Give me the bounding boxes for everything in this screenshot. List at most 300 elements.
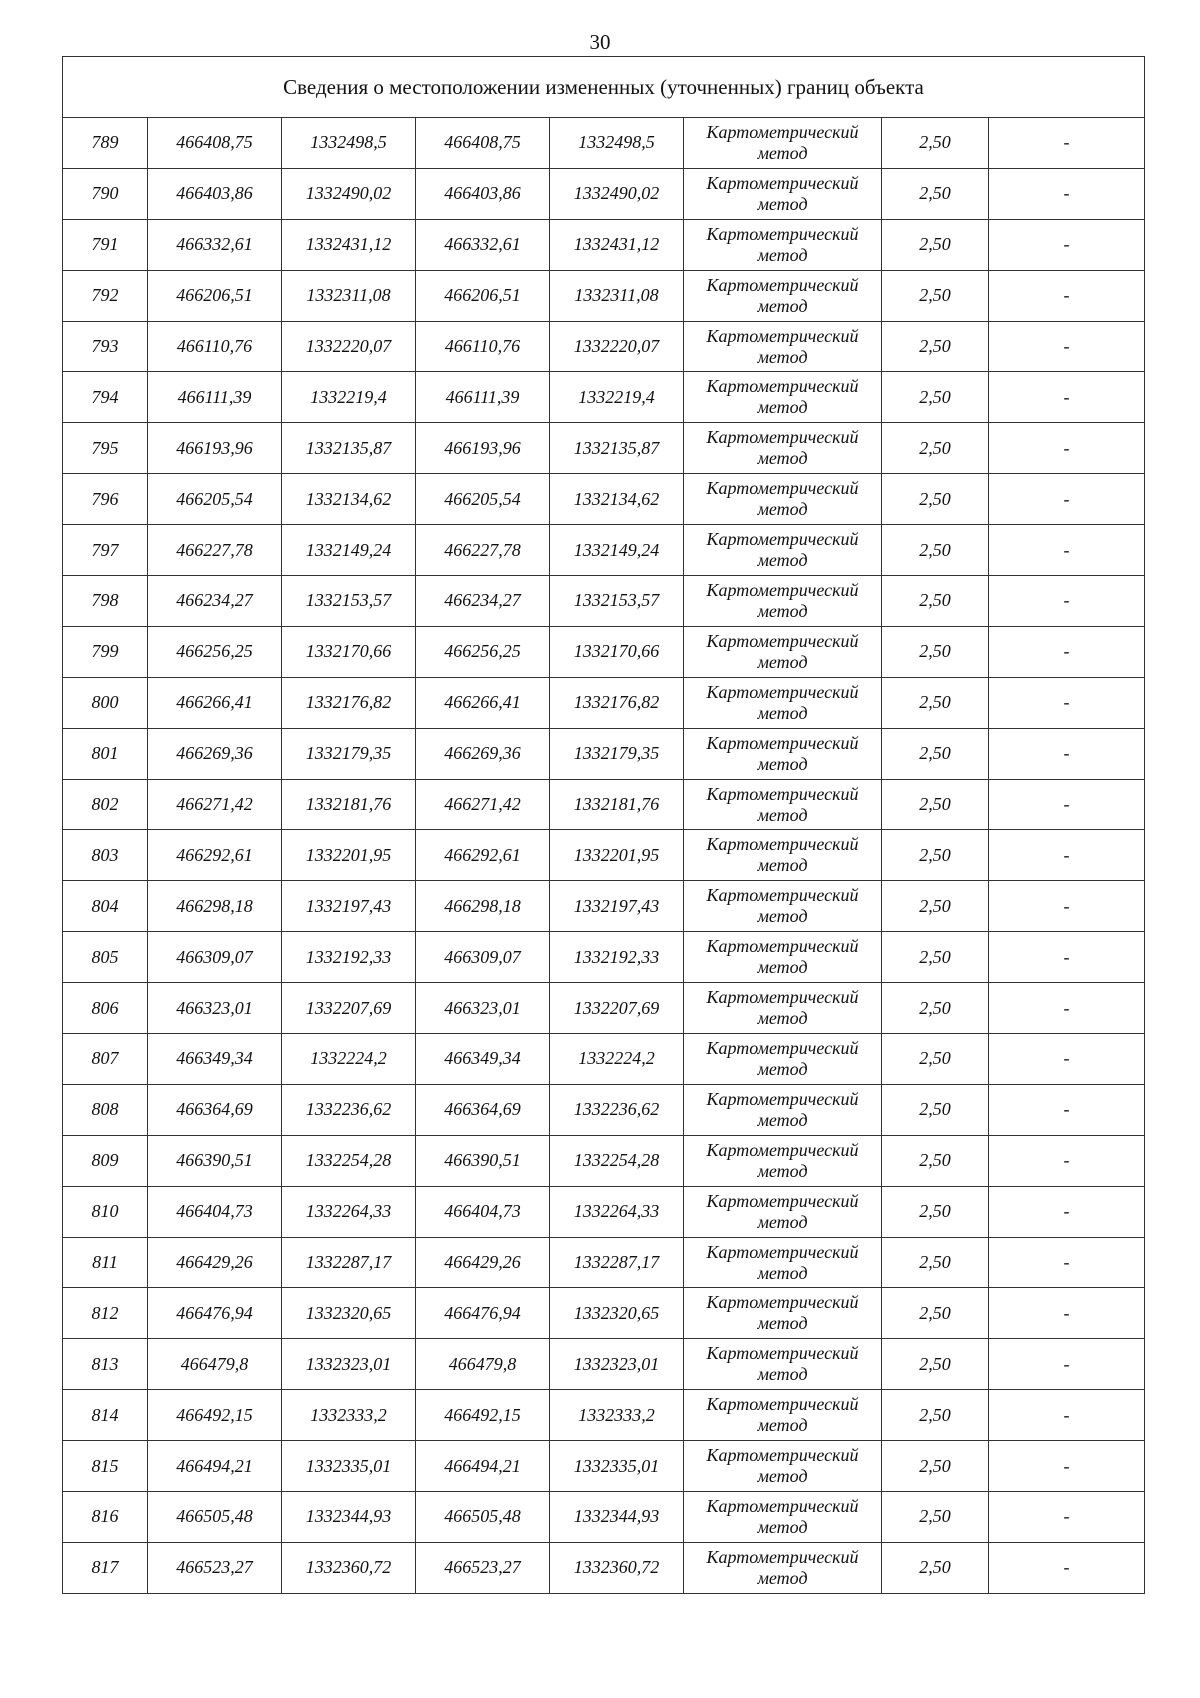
- point-number-cell: 815: [63, 1441, 148, 1492]
- method-line-2: метод: [757, 1160, 808, 1181]
- note-cell: -: [989, 1492, 1145, 1543]
- table-row: [63, 168, 1145, 219]
- existing-y-cell: 1332179,35: [282, 728, 416, 779]
- existing-x-cell: 466271,42: [148, 779, 282, 830]
- refined-x-cell: 466494,21: [416, 1441, 550, 1492]
- method-line-2: метод: [757, 1567, 808, 1588]
- accuracy-cell: 2,50: [882, 423, 989, 474]
- method-cell: [684, 1237, 882, 1288]
- method-line-1: Картометрический: [706, 834, 859, 855]
- existing-y-cell: 1332197,43: [282, 881, 416, 932]
- method-line-1: Картометрический: [706, 630, 859, 651]
- refined-x-cell: 466271,42: [416, 779, 550, 830]
- existing-x-cell: 466492,15: [148, 1390, 282, 1441]
- accuracy-cell: 2,50: [882, 1288, 989, 1339]
- method-line-2: метод: [757, 1364, 808, 1385]
- existing-x-cell: 466256,25: [148, 626, 282, 677]
- method-line-1: Картометрический: [706, 325, 859, 346]
- point-number-cell: 793: [63, 321, 148, 372]
- existing-y-cell: 1332134,62: [282, 474, 416, 525]
- existing-x-cell: 466206,51: [148, 270, 282, 321]
- method-line-2: метод: [757, 1466, 808, 1487]
- refined-x-cell: 466403,86: [416, 168, 550, 219]
- accuracy-cell: 2,50: [882, 881, 989, 932]
- method-cell: [684, 983, 882, 1034]
- method-cell: [684, 1186, 882, 1237]
- accuracy-cell: 2,50: [882, 118, 989, 169]
- method-line-2: метод: [757, 1008, 808, 1029]
- note-cell: -: [989, 932, 1145, 983]
- table-row: [63, 576, 1145, 627]
- method-line-2: метод: [757, 906, 808, 927]
- method-line-1: Картометрический: [706, 987, 859, 1008]
- note-cell: -: [989, 1135, 1145, 1186]
- method-line-1: Картометрический: [706, 1343, 859, 1364]
- refined-x-cell: 466110,76: [416, 321, 550, 372]
- refined-x-cell: 466364,69: [416, 1084, 550, 1135]
- method-line-1: Картометрический: [706, 681, 859, 702]
- method-cell: [684, 321, 882, 372]
- note-cell: -: [989, 423, 1145, 474]
- refined-y-cell: 1332170,66: [550, 626, 684, 677]
- refined-x-cell: 466492,15: [416, 1390, 550, 1441]
- refined-x-cell: 466323,01: [416, 983, 550, 1034]
- accuracy-cell: 2,50: [882, 321, 989, 372]
- point-number-cell: 795: [63, 423, 148, 474]
- table-row: [63, 728, 1145, 779]
- refined-x-cell: 466479,8: [416, 1339, 550, 1390]
- existing-y-cell: 1332254,28: [282, 1135, 416, 1186]
- method-line-1: Картометрический: [706, 783, 859, 804]
- refined-y-cell: 1332220,07: [550, 321, 684, 372]
- method-cell: [684, 779, 882, 830]
- table-row: [63, 1288, 1145, 1339]
- existing-y-cell: 1332176,82: [282, 677, 416, 728]
- method-cell: [684, 1288, 882, 1339]
- method-line-2: метод: [757, 244, 808, 265]
- refined-y-cell: 1332360,72: [550, 1542, 684, 1593]
- existing-x-cell: 466298,18: [148, 881, 282, 932]
- table-row: [63, 1492, 1145, 1543]
- refined-x-cell: 466234,27: [416, 576, 550, 627]
- existing-x-cell: 466234,27: [148, 576, 282, 627]
- refined-x-cell: 466193,96: [416, 423, 550, 474]
- method-line-2: метод: [757, 600, 808, 621]
- method-cell: [684, 118, 882, 169]
- method-line-1: Картометрический: [706, 1394, 859, 1415]
- point-number-cell: 816: [63, 1492, 148, 1543]
- refined-y-cell: 1332320,65: [550, 1288, 684, 1339]
- existing-x-cell: 466193,96: [148, 423, 282, 474]
- method-cell: [684, 168, 882, 219]
- accuracy-cell: 2,50: [882, 372, 989, 423]
- note-cell: -: [989, 1288, 1145, 1339]
- table-row: [63, 1034, 1145, 1085]
- method-line-2: метод: [757, 1516, 808, 1537]
- note-cell: -: [989, 168, 1145, 219]
- table-row: [63, 1441, 1145, 1492]
- note-cell: -: [989, 1390, 1145, 1441]
- method-line-1: Картометрический: [706, 885, 859, 906]
- point-number-cell: 791: [63, 219, 148, 270]
- method-line-1: Картометрический: [706, 427, 859, 448]
- method-line-1: Картометрический: [706, 1495, 859, 1516]
- existing-x-cell: 466505,48: [148, 1492, 282, 1543]
- note-cell: -: [989, 1237, 1145, 1288]
- refined-x-cell: 466298,18: [416, 881, 550, 932]
- point-number-cell: 805: [63, 932, 148, 983]
- existing-x-cell: 466110,76: [148, 321, 282, 372]
- method-cell: [684, 677, 882, 728]
- point-number-cell: 808: [63, 1084, 148, 1135]
- refined-x-cell: 466505,48: [416, 1492, 550, 1543]
- point-number-cell: 789: [63, 118, 148, 169]
- refined-x-cell: 466269,36: [416, 728, 550, 779]
- method-line-2: метод: [757, 651, 808, 672]
- refined-y-cell: 1332197,43: [550, 881, 684, 932]
- point-number-cell: 798: [63, 576, 148, 627]
- method-cell: [684, 474, 882, 525]
- method-line-1: Картометрический: [706, 478, 859, 499]
- point-number-cell: 799: [63, 626, 148, 677]
- existing-y-cell: 1332153,57: [282, 576, 416, 627]
- table-row: [63, 219, 1145, 270]
- refined-y-cell: 1332219,4: [550, 372, 684, 423]
- method-cell: [684, 372, 882, 423]
- refined-y-cell: 1332181,76: [550, 779, 684, 830]
- method-cell: [684, 1441, 882, 1492]
- method-line-1: Картометрический: [706, 274, 859, 295]
- table-row: [63, 1135, 1145, 1186]
- point-number-cell: 792: [63, 270, 148, 321]
- point-number-cell: 814: [63, 1390, 148, 1441]
- table-row: [63, 830, 1145, 881]
- accuracy-cell: 2,50: [882, 1034, 989, 1085]
- refined-x-cell: 466205,54: [416, 474, 550, 525]
- table-row: [63, 474, 1145, 525]
- existing-x-cell: 466523,27: [148, 1542, 282, 1593]
- method-line-1: Картометрический: [706, 1037, 859, 1058]
- point-number-cell: 794: [63, 372, 148, 423]
- note-cell: -: [989, 728, 1145, 779]
- refined-x-cell: 466111,39: [416, 372, 550, 423]
- existing-y-cell: 1332192,33: [282, 932, 416, 983]
- refined-y-cell: 1332335,01: [550, 1441, 684, 1492]
- method-cell: [684, 728, 882, 779]
- table-body: [63, 118, 1145, 1594]
- existing-x-cell: 466323,01: [148, 983, 282, 1034]
- method-line-1: Картометрический: [706, 936, 859, 957]
- note-cell: -: [989, 881, 1145, 932]
- point-number-cell: 810: [63, 1186, 148, 1237]
- point-number-cell: 801: [63, 728, 148, 779]
- method-line-1: Картометрический: [706, 1241, 859, 1262]
- existing-y-cell: 1332264,33: [282, 1186, 416, 1237]
- refined-y-cell: 1332333,2: [550, 1390, 684, 1441]
- method-cell: [684, 1542, 882, 1593]
- accuracy-cell: 2,50: [882, 677, 989, 728]
- table-row: [63, 1542, 1145, 1593]
- note-cell: -: [989, 525, 1145, 576]
- method-line-2: метод: [757, 1313, 808, 1334]
- accuracy-cell: 2,50: [882, 983, 989, 1034]
- method-line-1: Картометрический: [706, 579, 859, 600]
- method-cell: [684, 1390, 882, 1441]
- accuracy-cell: 2,50: [882, 168, 989, 219]
- point-number-cell: 802: [63, 779, 148, 830]
- accuracy-cell: 2,50: [882, 219, 989, 270]
- table-row: [63, 118, 1145, 169]
- method-line-1: Картометрический: [706, 1445, 859, 1466]
- existing-y-cell: 1332135,87: [282, 423, 416, 474]
- note-cell: -: [989, 983, 1145, 1034]
- method-line-2: метод: [757, 1415, 808, 1436]
- existing-x-cell: 466227,78: [148, 525, 282, 576]
- note-cell: -: [989, 1084, 1145, 1135]
- method-line-2: метод: [757, 1211, 808, 1232]
- point-number-cell: 790: [63, 168, 148, 219]
- accuracy-cell: 2,50: [882, 932, 989, 983]
- existing-x-cell: 466408,75: [148, 118, 282, 169]
- existing-y-cell: 1332360,72: [282, 1542, 416, 1593]
- existing-y-cell: 1332320,65: [282, 1288, 416, 1339]
- point-number-cell: 796: [63, 474, 148, 525]
- refined-x-cell: 466309,07: [416, 932, 550, 983]
- table-title: Сведения о местоположении измененных (уточненных) границ объекта: [63, 57, 1145, 118]
- table-row: [63, 1084, 1145, 1135]
- refined-y-cell: 1332431,12: [550, 219, 684, 270]
- existing-y-cell: 1332490,02: [282, 168, 416, 219]
- method-line-1: Картометрический: [706, 121, 859, 142]
- table-row: [63, 372, 1145, 423]
- note-cell: -: [989, 830, 1145, 881]
- method-line-2: метод: [757, 804, 808, 825]
- method-line-2: метод: [757, 1058, 808, 1079]
- accuracy-cell: 2,50: [882, 1186, 989, 1237]
- existing-y-cell: 1332335,01: [282, 1441, 416, 1492]
- accuracy-cell: 2,50: [882, 830, 989, 881]
- existing-y-cell: 1332181,76: [282, 779, 416, 830]
- refined-y-cell: 1332490,02: [550, 168, 684, 219]
- method-line-1: Картометрический: [706, 529, 859, 550]
- accuracy-cell: 2,50: [882, 1084, 989, 1135]
- method-cell: [684, 1034, 882, 1085]
- existing-y-cell: 1332219,4: [282, 372, 416, 423]
- accuracy-cell: 2,50: [882, 1492, 989, 1543]
- existing-y-cell: 1332170,66: [282, 626, 416, 677]
- method-line-1: Картометрический: [706, 223, 859, 244]
- table-row: [63, 1237, 1145, 1288]
- table-row: [63, 423, 1145, 474]
- point-number-cell: 813: [63, 1339, 148, 1390]
- refined-y-cell: 1332192,33: [550, 932, 684, 983]
- accuracy-cell: 2,50: [882, 474, 989, 525]
- method-cell: [684, 1135, 882, 1186]
- note-cell: -: [989, 1034, 1145, 1085]
- refined-y-cell: 1332134,62: [550, 474, 684, 525]
- point-number-cell: 800: [63, 677, 148, 728]
- table-row: [63, 983, 1145, 1034]
- refined-x-cell: 466206,51: [416, 270, 550, 321]
- method-line-1: Картометрический: [706, 1546, 859, 1567]
- point-number-cell: 797: [63, 525, 148, 576]
- note-cell: -: [989, 118, 1145, 169]
- refined-y-cell: 1332201,95: [550, 830, 684, 881]
- method-cell: [684, 576, 882, 627]
- existing-x-cell: 466266,41: [148, 677, 282, 728]
- table-row: [63, 525, 1145, 576]
- method-line-2: метод: [757, 1262, 808, 1283]
- refined-y-cell: 1332254,28: [550, 1135, 684, 1186]
- refined-y-cell: 1332311,08: [550, 270, 684, 321]
- accuracy-cell: 2,50: [882, 1237, 989, 1288]
- method-cell: [684, 626, 882, 677]
- note-cell: -: [989, 779, 1145, 830]
- table-row: [63, 881, 1145, 932]
- refined-y-cell: 1332287,17: [550, 1237, 684, 1288]
- method-line-2: метод: [757, 346, 808, 367]
- method-cell: [684, 219, 882, 270]
- method-line-2: метод: [757, 142, 808, 163]
- method-line-2: метод: [757, 295, 808, 316]
- note-cell: -: [989, 270, 1145, 321]
- method-cell: [684, 1492, 882, 1543]
- table-row: [63, 779, 1145, 830]
- existing-y-cell: 1332236,62: [282, 1084, 416, 1135]
- method-line-2: метод: [757, 499, 808, 520]
- boundary-coordinates-table: [62, 56, 1145, 1594]
- note-cell: -: [989, 372, 1145, 423]
- method-line-2: метод: [757, 753, 808, 774]
- method-cell: [684, 525, 882, 576]
- point-number-cell: 806: [63, 983, 148, 1034]
- point-number-cell: 811: [63, 1237, 148, 1288]
- refined-x-cell: 466332,61: [416, 219, 550, 270]
- refined-y-cell: 1332176,82: [550, 677, 684, 728]
- existing-y-cell: 1332431,12: [282, 219, 416, 270]
- method-cell: [684, 881, 882, 932]
- note-cell: -: [989, 576, 1145, 627]
- refined-x-cell: 466408,75: [416, 118, 550, 169]
- existing-x-cell: 466404,73: [148, 1186, 282, 1237]
- existing-y-cell: 1332220,07: [282, 321, 416, 372]
- accuracy-cell: 2,50: [882, 1542, 989, 1593]
- method-cell: [684, 932, 882, 983]
- method-cell: [684, 423, 882, 474]
- existing-x-cell: 466205,54: [148, 474, 282, 525]
- method-line-2: метод: [757, 448, 808, 469]
- note-cell: -: [989, 1441, 1145, 1492]
- note-cell: -: [989, 219, 1145, 270]
- existing-x-cell: 466364,69: [148, 1084, 282, 1135]
- method-line-2: метод: [757, 397, 808, 418]
- point-number-cell: 807: [63, 1034, 148, 1085]
- refined-y-cell: 1332153,57: [550, 576, 684, 627]
- refined-x-cell: 466476,94: [416, 1288, 550, 1339]
- accuracy-cell: 2,50: [882, 525, 989, 576]
- refined-y-cell: 1332135,87: [550, 423, 684, 474]
- refined-y-cell: 1332498,5: [550, 118, 684, 169]
- refined-y-cell: 1332149,24: [550, 525, 684, 576]
- method-line-2: метод: [757, 550, 808, 571]
- method-line-2: метод: [757, 957, 808, 978]
- method-line-1: Картометрический: [706, 172, 859, 193]
- accuracy-cell: 2,50: [882, 728, 989, 779]
- refined-y-cell: 1332179,35: [550, 728, 684, 779]
- method-cell: [684, 270, 882, 321]
- refined-x-cell: 466227,78: [416, 525, 550, 576]
- refined-x-cell: 466292,61: [416, 830, 550, 881]
- existing-x-cell: 466309,07: [148, 932, 282, 983]
- accuracy-cell: 2,50: [882, 1135, 989, 1186]
- point-number-cell: 817: [63, 1542, 148, 1593]
- table-row: [63, 626, 1145, 677]
- method-cell: [684, 1339, 882, 1390]
- table-row: [63, 270, 1145, 321]
- method-line-2: метод: [757, 1109, 808, 1130]
- existing-x-cell: 466269,36: [148, 728, 282, 779]
- method-line-1: Картометрический: [706, 1190, 859, 1211]
- refined-x-cell: 466404,73: [416, 1186, 550, 1237]
- method-line-2: метод: [757, 855, 808, 876]
- refined-y-cell: 1332323,01: [550, 1339, 684, 1390]
- page-number: 30: [589, 30, 611, 54]
- existing-x-cell: 466429,26: [148, 1237, 282, 1288]
- method-line-2: метод: [757, 193, 808, 214]
- refined-y-cell: 1332224,2: [550, 1034, 684, 1085]
- method-line-1: Картометрический: [706, 732, 859, 753]
- note-cell: -: [989, 321, 1145, 372]
- table-row: [63, 1186, 1145, 1237]
- existing-y-cell: 1332344,93: [282, 1492, 416, 1543]
- accuracy-cell: 2,50: [882, 626, 989, 677]
- method-line-1: Картометрический: [706, 1292, 859, 1313]
- existing-x-cell: 466111,39: [148, 372, 282, 423]
- table-title-row: [63, 57, 1145, 118]
- table-row: [63, 1339, 1145, 1390]
- existing-y-cell: 1332311,08: [282, 270, 416, 321]
- existing-x-cell: 466390,51: [148, 1135, 282, 1186]
- existing-y-cell: 1332149,24: [282, 525, 416, 576]
- point-number-cell: 812: [63, 1288, 148, 1339]
- point-number-cell: 804: [63, 881, 148, 932]
- method-line-1: Картометрический: [706, 1088, 859, 1109]
- refined-y-cell: 1332264,33: [550, 1186, 684, 1237]
- note-cell: -: [989, 1339, 1145, 1390]
- existing-x-cell: 466349,34: [148, 1034, 282, 1085]
- existing-y-cell: 1332498,5: [282, 118, 416, 169]
- note-cell: -: [989, 1186, 1145, 1237]
- table-row: [63, 677, 1145, 728]
- method-cell: [684, 830, 882, 881]
- refined-y-cell: 1332236,62: [550, 1084, 684, 1135]
- note-cell: -: [989, 1542, 1145, 1593]
- accuracy-cell: 2,50: [882, 1441, 989, 1492]
- existing-x-cell: 466476,94: [148, 1288, 282, 1339]
- table-row: [63, 932, 1145, 983]
- method-cell: [684, 1084, 882, 1135]
- existing-x-cell: 466479,8: [148, 1339, 282, 1390]
- existing-x-cell: 466292,61: [148, 830, 282, 881]
- accuracy-cell: 2,50: [882, 1339, 989, 1390]
- method-line-1: Картометрический: [706, 376, 859, 397]
- existing-y-cell: 1332333,2: [282, 1390, 416, 1441]
- existing-y-cell: 1332201,95: [282, 830, 416, 881]
- existing-x-cell: 466332,61: [148, 219, 282, 270]
- existing-y-cell: 1332323,01: [282, 1339, 416, 1390]
- note-cell: -: [989, 474, 1145, 525]
- refined-x-cell: 466266,41: [416, 677, 550, 728]
